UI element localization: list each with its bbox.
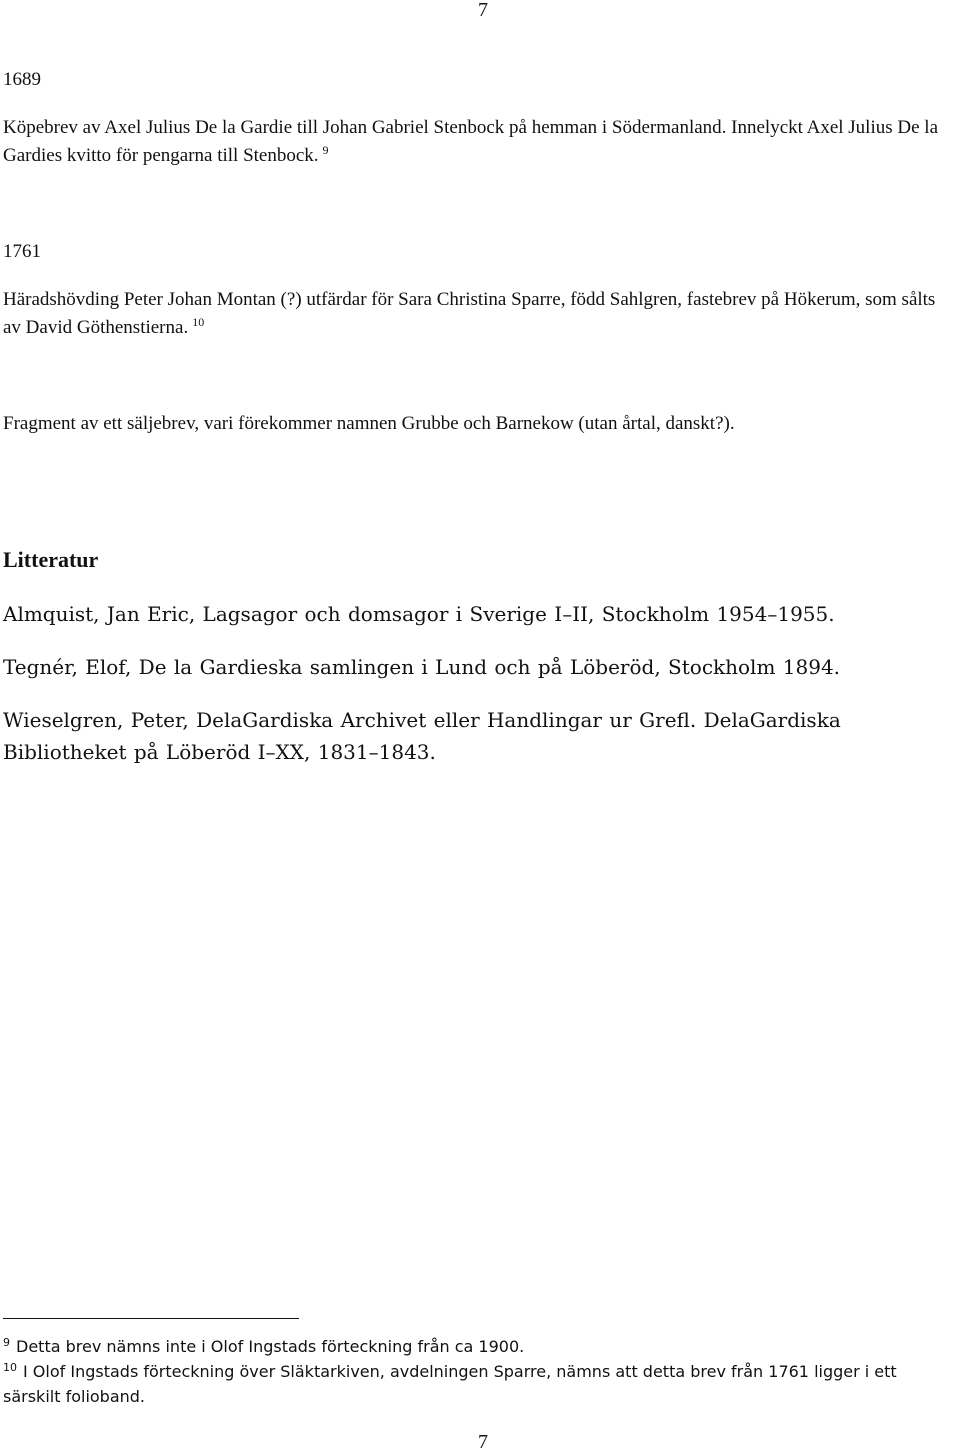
literature-section xyxy=(3,546,943,768)
literature-item: Wieselgren, Peter, DelaGardiska Archivet eller Handlingar ur Grefl. DelaGardiska Bibliotheket på Löberöd I–XX, 1831–1843. xyxy=(3,708,841,764)
footnote-separator xyxy=(3,1318,299,1319)
page-number-bottom: 7 xyxy=(478,1431,488,1453)
entry-text xyxy=(3,114,943,170)
entry-fragment xyxy=(3,410,943,438)
entry-text: Fragment av ett säljebrev, vari förekommer namnen Grubbe och Barnekow (utan årtal, danskt?). xyxy=(3,413,735,434)
entry-1761 xyxy=(3,240,943,342)
footnote-mark: 10 xyxy=(3,1360,17,1374)
literature-item: Tegnér, Elof, De la Gardieska samlingen i Lund och på Löberöd, Stockholm 1894. xyxy=(3,655,841,679)
literature-heading: Litteratur xyxy=(3,547,99,572)
entry-year: 1761 xyxy=(3,241,41,262)
literature-item: Almquist, Jan Eric, Lagsagor och domsagor i Sverige I–II, Stockholm 1954–1955. xyxy=(3,602,835,626)
page-number-top: 7 xyxy=(478,0,488,21)
entry-body: Köpebrev av Axel Julius De la Gardie till Johan Gabriel Stenbock på hemman i Södermanland. Innelyckt Axel Julius De la Gardies kvitto för pengarna till Stenbock. xyxy=(3,117,938,166)
footnote-mark: 9 xyxy=(3,1335,10,1349)
footnote-10 xyxy=(3,1359,943,1409)
entry-year: 1689 xyxy=(3,69,41,90)
entry-body: Häradshövding Peter Johan Montan (?) utfärdar för Sara Christina Sparre, född Sahlgren, fastebrev på Hökerum, som sålts av David Göthenstierna. xyxy=(3,289,936,338)
footnote-9 xyxy=(3,1334,943,1359)
footnote-text: I Olof Ingstads förteckning över Släktarkiven, avdelningen Sparre, nämns att detta brev från 1761 ligger i ett särskilt folioband. xyxy=(3,1362,897,1406)
footnote-ref[interactable]: 9 xyxy=(322,142,329,157)
footnote-ref[interactable]: 10 xyxy=(192,314,205,329)
entry-1689 xyxy=(3,68,943,170)
entry-text xyxy=(3,286,943,342)
footnote-text: Detta brev nämns inte i Olof Ingstads förteckning från ca 1900. xyxy=(16,1337,525,1356)
